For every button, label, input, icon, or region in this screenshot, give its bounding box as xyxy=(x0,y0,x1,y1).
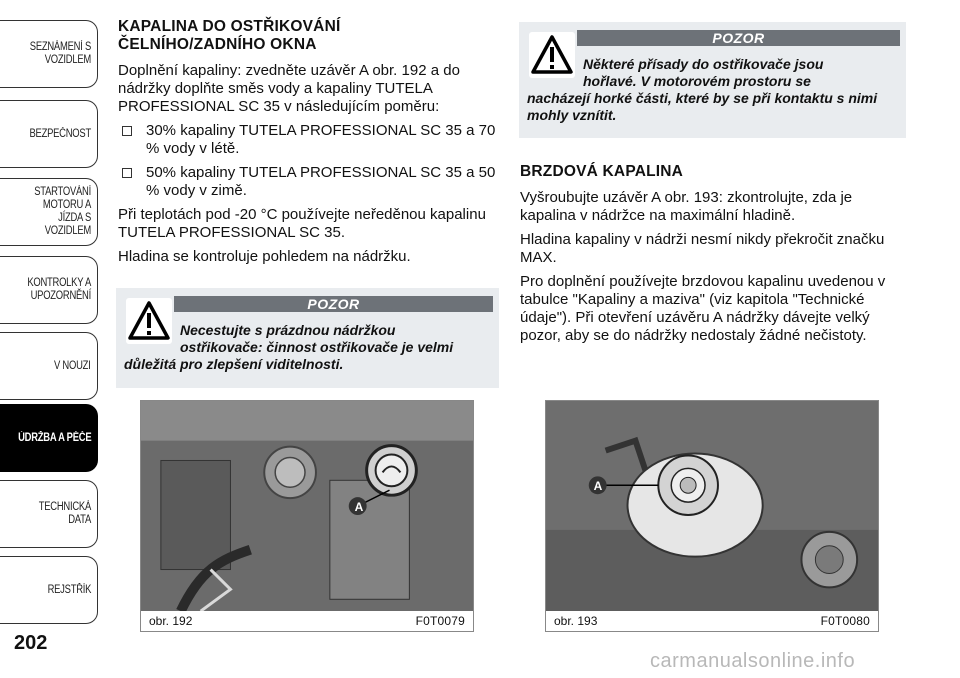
tab-technicka-data[interactable]: TECHNICKÁ DATA xyxy=(0,480,98,548)
engine-bay-washer-illustration xyxy=(141,401,473,631)
warning-box-flammable xyxy=(519,22,906,138)
checkbox-bullet-icon xyxy=(122,126,132,136)
figure-caption: obr. 193 F0T0080 xyxy=(546,611,878,631)
warning-title: POZOR xyxy=(174,296,493,312)
checkbox-bullet-icon xyxy=(122,168,132,178)
brake-para-1: Vyšroubujte uzávěr A obr. 193: zkontrolujte, zda je kapalina v nádržce na maximální hladině. xyxy=(520,189,853,224)
figure-192 xyxy=(140,400,474,632)
brake-para-3: Pro doplnění používejte brzdovou kapalinu uvedenou v tabulce "Kapaliny a maziva" (viz kapitola "Technické údaje"). Při otevření uzávěru A nádržky dávejte velký pozor, aby se do nádržky nedostaly žádné nečistoty. xyxy=(520,273,886,344)
marker-a: A xyxy=(354,500,364,514)
tab-udrzba[interactable]: ÚDRŽBA A PÉČE xyxy=(0,404,98,472)
list-item: 30% kapaliny TUTELA PROFESSIONAL SC 35 a 70 % vody v létě. xyxy=(118,122,500,158)
marker-a: A xyxy=(593,479,603,493)
brake-para-2: Hladina kapaliny v nádrži nesmí nikdy překročit značku MAX. xyxy=(520,231,885,266)
washer-level-note: Hladina se kontroluje pohledem na nádržku. xyxy=(118,248,411,265)
warning-box-washer xyxy=(116,288,499,388)
washer-intro: Doplnění kapaliny: zvedněte uzávěr A obr. 192 a do nádržky doplňte směs vody a kapaliny TUTELA PROFESSIONAL SC 35 v následujícím poměru: xyxy=(118,62,460,115)
watermark: carmanualsonline.info xyxy=(650,650,856,672)
figure-193 xyxy=(545,400,879,632)
chapter-sidebar xyxy=(0,0,100,640)
tab-rejstrik[interactable]: REJSTŘÍK xyxy=(0,556,98,624)
section-heading-washer: KAPALINA DO OSTŘIKOVÁNÍ ČELNÍHO/ZADNÍHO OKNA xyxy=(118,18,341,53)
ratio-list xyxy=(118,122,500,200)
warning-text: Necestujte s prázdnou nádržkou ostřikovače: činnost ostřikovače je velmi důležitá pro zlepšení viditelnosti. xyxy=(124,322,454,372)
tab-v-nouzi[interactable]: V NOUZI xyxy=(0,332,98,400)
list-item: 50% kapaliny TUTELA PROFESSIONAL SC 35 a 50 % vody v zimě. xyxy=(118,164,500,200)
washer-temp-note: Při teplotách pod -20 °C používejte neředěnou kapalinu TUTELA PROFESSIONAL SC 35. xyxy=(118,206,486,241)
warning-title: POZOR xyxy=(577,30,900,46)
tab-startovani[interactable]: STARTOVÁNÍ MOTORU A JÍZDA S VOZIDLEM xyxy=(0,178,98,246)
engine-bay-brake-illustration xyxy=(546,401,878,631)
warning-triangle-icon xyxy=(529,32,575,78)
left-column xyxy=(118,18,500,272)
warning-triangle-icon xyxy=(126,298,172,344)
tab-seznameni[interactable]: SEZNÁMENÍ S VOZIDLEM xyxy=(0,20,98,88)
warning-text: Některé přísady do ostřikovače jsou hořlavé. V motorovém prostoru se nacházejí horké části, které by se při kontaktu s nimi mohly vznítit. xyxy=(527,56,878,123)
tab-kontrolky[interactable]: KONTROLKY A UPOZORNĚNÍ xyxy=(0,256,98,324)
tab-bezpecnost[interactable]: BEZPEČNOST xyxy=(0,100,98,168)
figure-caption: obr. 192 F0T0079 xyxy=(141,611,473,631)
page-number: 202 xyxy=(14,632,48,654)
section-heading-brake: BRZDOVÁ KAPALINA xyxy=(520,163,684,180)
right-column xyxy=(520,163,906,351)
